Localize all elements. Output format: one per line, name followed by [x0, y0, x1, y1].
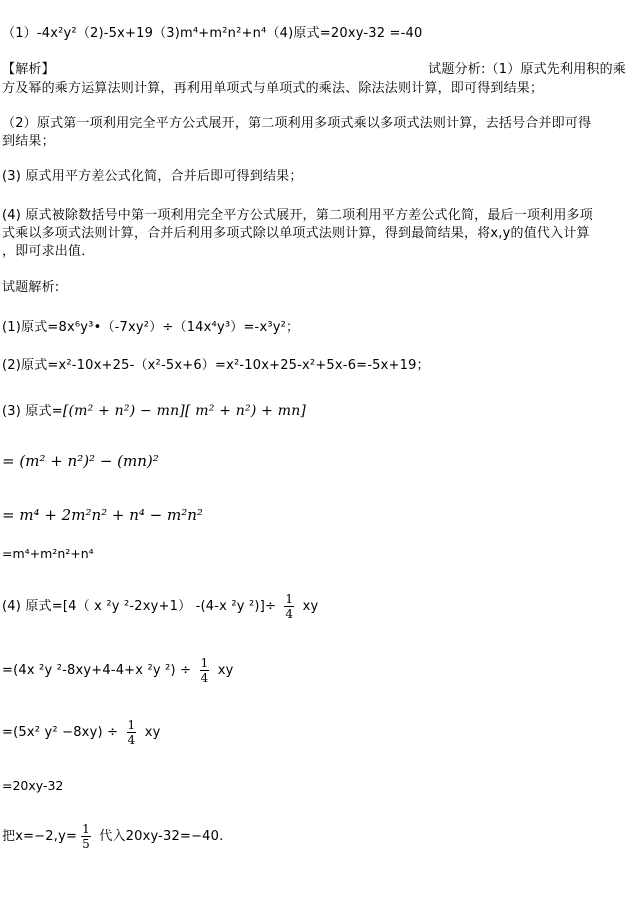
- answer-summary: （1）-4x²y²（2)-5x+19（3)m⁴+m²n²+n⁴（4)原式=20xy-32 =-40: [2, 26, 423, 41]
- solution-part3-step1: = (m² + n²)² − (mn)²: [2, 452, 159, 470]
- xy-term: xy: [144, 725, 161, 740]
- solution-part4-line1-text: (4) 原式=[4（ x ²y ²-2xy+1） -(4-x ²y ²)]÷: [2, 599, 277, 614]
- solution-part4-line3-text: =(5x² y² −8xy) ÷: [2, 725, 119, 740]
- analysis-p1: 方及幂的乘方运算法则计算，再利用单项式与单项式的乘法、除法法则计算，即可得到结果；: [2, 81, 544, 96]
- solution-part3-step2: = m⁴ + 2m²n² + n⁴ − m²n²: [2, 506, 203, 524]
- solution-part4-line2: [2, 656, 234, 685]
- substitution-suffix: 代入20xy-32=−40.: [99, 829, 224, 844]
- solution-part1: (1)原式=8x⁶y³•（-7xy²）÷（14x⁴y³）=-x³y²；: [2, 320, 300, 335]
- fraction-numerator: 1: [127, 718, 136, 732]
- solution-substitution: [2, 822, 223, 851]
- fraction-one-fifth: [81, 822, 91, 851]
- analysis-p4-line1: (4) 原式被除数括号中第一项利用完全平方公式展开，第二项利用平方差公式化简，最后一项利用多项: [2, 208, 593, 223]
- fraction-denominator: 4: [200, 671, 209, 685]
- fraction-one-quarter: [200, 656, 210, 685]
- solution-heading: 试题解析:: [2, 280, 60, 295]
- solution-part4-line2-text: =(4x ²y ²-8xy+4-4+x ²y ²) ÷: [2, 663, 192, 678]
- fraction-denominator: 5: [82, 837, 90, 851]
- solution-part4-line3: [2, 718, 161, 747]
- fraction-one-quarter: [127, 718, 137, 747]
- analysis-p3: (3) 原式用平方差公式化简，合并后即可得到结果；: [2, 169, 303, 184]
- solution-part2: (2)原式=x²-10x+25-（x²-5x+6）=x²-10x+25-x²+5x-6=-5x+19；: [2, 358, 430, 373]
- fraction-one-quarter: [284, 592, 294, 621]
- analysis-p2-line2: 到结果；: [2, 134, 55, 149]
- xy-term: xy: [217, 663, 234, 678]
- analysis-p2-line1: （2）原式第一项利用完全平方公式展开，第二项利用多项式乘以多项式法则计算，去括号合并即可得: [2, 116, 592, 131]
- analysis-p4-line3: ，即可求出值．: [2, 244, 95, 259]
- solution-part3-result: =m⁴+m²n²+n⁴: [2, 546, 94, 561]
- xy-term: xy: [302, 599, 319, 614]
- solution-part3-expression: [(m² + n²) − mn][ m² + n²) + mn]: [62, 403, 307, 419]
- fraction-denominator: 4: [127, 733, 136, 747]
- analysis-intro: 试题分析:（1）原式先利用积的乘: [428, 62, 626, 77]
- substitution-prefix: 把x=−2,y=: [2, 829, 78, 844]
- analysis-heading: 【解析】: [2, 62, 55, 77]
- solution-part3-line: [2, 400, 306, 419]
- fraction-numerator: 1: [82, 822, 90, 836]
- fraction-numerator: 1: [200, 656, 209, 670]
- analysis-p4-line2: 式乘以多项式法则计算，合并后利用多项式除以单项式法则计算，得到最简结果，将x,y的值代入计算: [2, 226, 590, 241]
- solution-part4-line1: [2, 592, 318, 621]
- solution-part3-prefix: (3) 原式=: [2, 404, 63, 419]
- fraction-denominator: 4: [285, 607, 294, 621]
- solution-part4-line4: =20xy-32: [2, 778, 64, 793]
- fraction-numerator: 1: [285, 592, 294, 606]
